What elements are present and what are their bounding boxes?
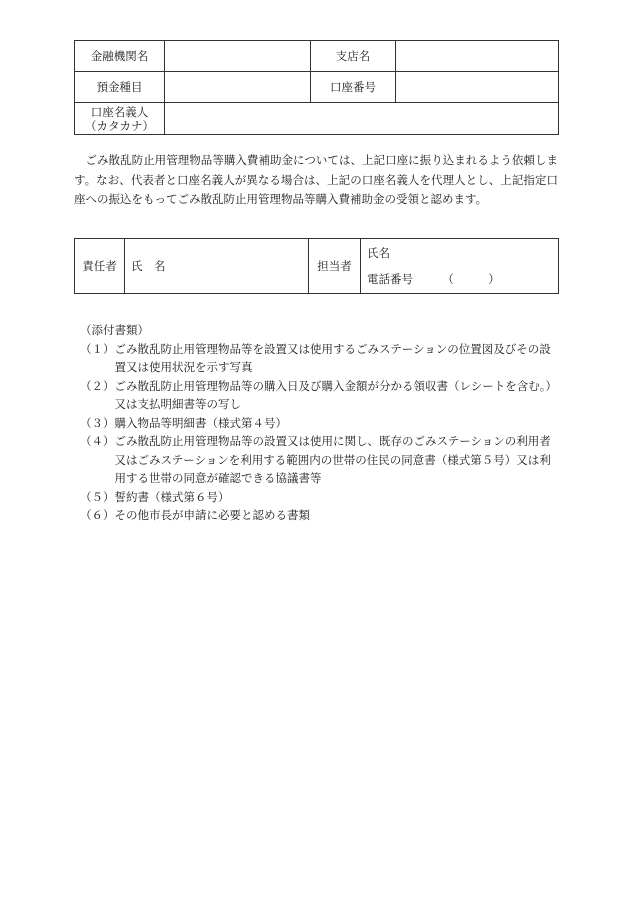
attachment-text: 誓約書（様式第６号）: [114, 489, 230, 504]
attachment-number: （５）: [80, 489, 115, 504]
signature-row: [75, 239, 559, 294]
bank-account-table: [74, 40, 559, 135]
deposit-type-label: 預金種目: [75, 72, 165, 103]
attachment-number: （３）: [80, 415, 115, 430]
bank-row: [75, 41, 559, 72]
account-holder-label-line2: （カタカナ）: [85, 118, 154, 133]
deposit-type-field[interactable]: [165, 72, 311, 103]
signature-table: [74, 238, 559, 294]
attachment-text: 購入物品等明細書（様式第４号）: [114, 415, 287, 430]
attachment-item: [80, 506, 560, 525]
contact-cell[interactable]: [361, 239, 559, 294]
responsible-name-field[interactable]: [125, 239, 309, 294]
branch-name-label: 支店名: [311, 41, 396, 72]
account-number-label: 口座番号: [311, 72, 396, 103]
delegation-paragraph: ごみ散乱防止用管理物品等購入費補助金については、上記口座に振り込まれるよう依頼します。なお、代表者と口座名義人が異なる場合は、上記の口座名義人を代理人とし、上記指定口座への振込をもってごみ散乱防止用管理物品等購入費補助金の受領と認めます。: [74, 153, 558, 206]
attachment-text: ごみ散乱防止用管理物品等の購入日及び購入金額が分かる領収書（レシートを含む。）又は支払明細書等の写し: [114, 378, 557, 411]
attachments-section: [80, 321, 560, 525]
phone-label: 電話番号: [367, 272, 413, 286]
deposit-row: [75, 72, 559, 103]
holder-row: [75, 103, 559, 135]
attachment-text: その他市長が申請に必要と認める書類: [114, 508, 310, 522]
account-holder-label-line1: 口座名義人: [90, 104, 149, 119]
bank-name-label: 金融機関名: [75, 41, 165, 72]
attachment-item: [80, 488, 560, 507]
account-holder-field[interactable]: [165, 103, 559, 135]
phone-line: [367, 266, 552, 292]
bank-name-field[interactable]: [165, 41, 311, 72]
attachment-item: [80, 414, 560, 433]
attachment-item: [80, 377, 560, 414]
contact-name-line: [367, 240, 552, 266]
attachment-number: （４）: [80, 434, 115, 448]
phone-parens: （ ）: [442, 272, 500, 286]
branch-name-field[interactable]: [396, 41, 559, 72]
attachment-text: ごみ散乱防止用管理物品等の設置又は使用に関し、既存のごみステーションの利用者又はごみステーションを利用する範囲内の世帯の住民の同意書（様式第５号）又は利用する世帯の同意が確認できる協議書等: [114, 434, 551, 485]
responsible-person-label: 責任者: [75, 239, 125, 294]
name-label: 氏 名: [131, 259, 166, 273]
attachment-number: （６）: [80, 508, 115, 522]
attachments-heading: （添付書類）: [80, 323, 149, 337]
attachment-number: （２）: [80, 378, 115, 393]
attachment-number: （１）: [80, 341, 115, 356]
attachment-item: [80, 340, 560, 377]
attachment-item: [80, 432, 560, 488]
person-in-charge-label: 担当者: [309, 239, 361, 294]
account-holder-label: [75, 103, 165, 135]
attachment-text: ごみ散乱防止用管理物品等を設置又は使用するごみステーションの位置図及びその設置又は使用状況を示す写真: [114, 341, 551, 374]
account-number-field[interactable]: [396, 72, 559, 103]
contact-name-label: 氏名: [367, 246, 390, 260]
